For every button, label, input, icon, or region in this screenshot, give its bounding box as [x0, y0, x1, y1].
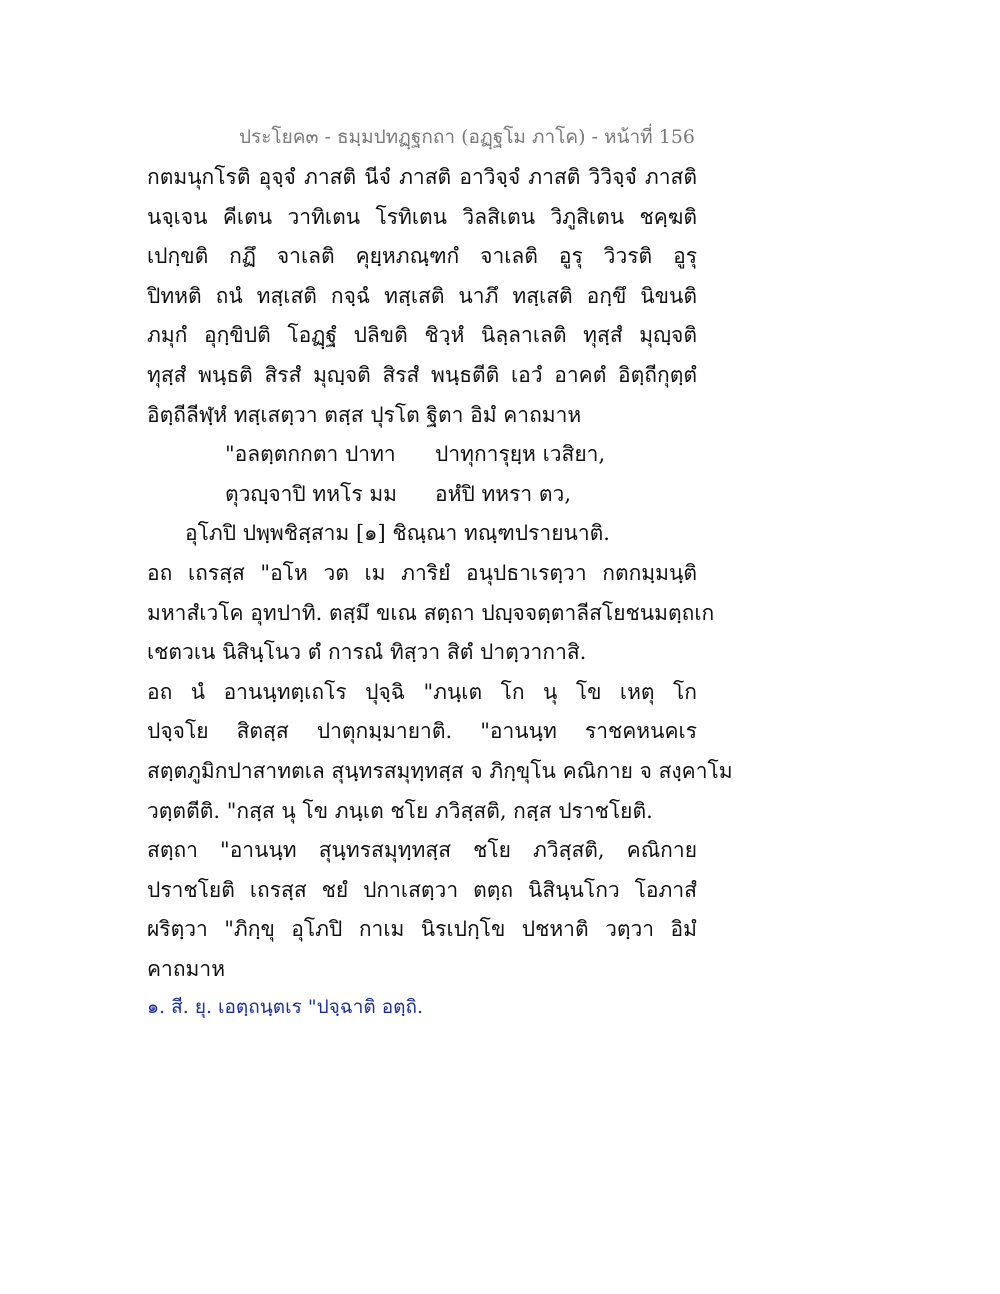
- text-line: กตมนุกโรติ อุจฺจํ ภาสติ นีจํ ภาสติ อาวิจฺจํ ภาสติ วิวิจฺจํ ภาสติ: [147, 165, 697, 189]
- text-line: นจฺเจน คีเตน วาทิเตน โรทิเตน วิลสิเตน วิภูสิเตน ชคฺฆติ: [147, 204, 697, 229]
- text-line: ทุสฺสํ พนฺธติ สิรสํ มุญฺจติ สิรสํ พนฺธตีติ เอวํ อาคตํ อิตฺถีกุตฺตํ: [147, 362, 697, 387]
- footnote: ๑. สี. ยุ. เอตฺถนฺตเร "ปจฺฉาติ อตฺถิ.: [147, 996, 424, 1018]
- verse-first-half: "อลตฺตกกตา ปาทา: [225, 442, 396, 467]
- text-line: ผริตฺวา "ภิกฺขุ อุโภปิ กาเม นิรเปกฺโข ปชหาติ วตฺวา อิมํ: [147, 917, 697, 942]
- text-line: ปิทหติ ถนํ ทสฺเสติ กจฺฉํ ทสฺเสติ นาภึ ทสฺเสติ อกฺขึ นิขนติ: [147, 283, 697, 308]
- text-line: วตฺตตีติ. "กสฺส นุ โข ภนฺเต ชโย ภวิสฺสติ, กสฺส ปราชโยติ.: [147, 798, 653, 823]
- verse-second-half: อหํปิ ทหรา ตว,: [435, 481, 571, 506]
- text-line: คาถมาห: [147, 956, 226, 981]
- text-line: เปกฺขติ กฏึ จาเลติ คุยฺหภณฺฑกํ จาเลติ อูรุ วิวรติ อูรุ: [147, 244, 697, 269]
- verse-line: [147, 475, 697, 515]
- text-line: อถ เถรสฺส "อโห วต เม ภาริยํ อนุปธาเรตฺวา กตกมฺมนฺติ: [147, 560, 697, 585]
- page-header: ประโยค๓ - ธมฺมปทฏฺฐกถา (อฏฺฐโม ภาโค) - หน้าที่ 156: [238, 126, 695, 148]
- text-line: ภมุกํ อุกฺขิปติ โอฏฺฐํ ปลิขติ ชิวฺหํ นิลฺลาเลติ ทุสฺสํ มุญฺจติ: [147, 323, 697, 348]
- verse-line: [147, 435, 697, 475]
- verse-second-half: ปาทุการุยฺห เวสิยา,: [435, 442, 606, 467]
- verse-closing-line: อุโภปิ ปพฺพชิสฺสาม [๑] ชิณฺณา ทณฺฑปรายนาติ.: [185, 521, 610, 546]
- text-line: ปราชโยติ เถรสฺส ชยํ ปกาเสตฺวา ตตฺถ นิสินฺนโกว โอภาสํ: [147, 877, 697, 902]
- text-line: สตฺตภูมิกปาสาทตเล สุนฺทรสมุทฺทสฺส จ ภิกฺขุโน คณิกาย จ สงฺคาโม: [147, 758, 733, 783]
- text-line: มหาสํเวโค อุทปาทิ. ตสฺมึ ขเณ สตฺถา ปญฺจจตฺตาลีสโยชนมตฺถเก: [147, 600, 715, 625]
- text-line: อิตฺถีลีฬฺหํ ทสฺเสตฺวา ตสฺส ปุรโต ฐิตา อิมํ คาถมาห: [147, 402, 582, 427]
- text-line: เชตวเน นิสินฺโนว ตํ การณํ ทิสฺวา สิตํ ปาตฺวากาสิ.: [147, 640, 587, 665]
- verse-first-half: ตุวญฺจาปิ ทหโร มม: [225, 481, 398, 506]
- text-line: อถ นํ อานนฺทตฺเถโร ปุจฺฉิ "ภนฺเต โก นุ โข เหตุ โก: [147, 679, 697, 704]
- text-line: สตฺถา "อานนฺท สุนฺทรสมุทฺทสฺส ชโย ภวิสฺสติ, คณิกาย: [147, 838, 697, 863]
- text-line: ปจฺจโย สิตสฺส ปาตุกมฺมายาติ. "อานนฺท ราชคหนคเร: [147, 719, 697, 744]
- main-text: [147, 158, 733, 989]
